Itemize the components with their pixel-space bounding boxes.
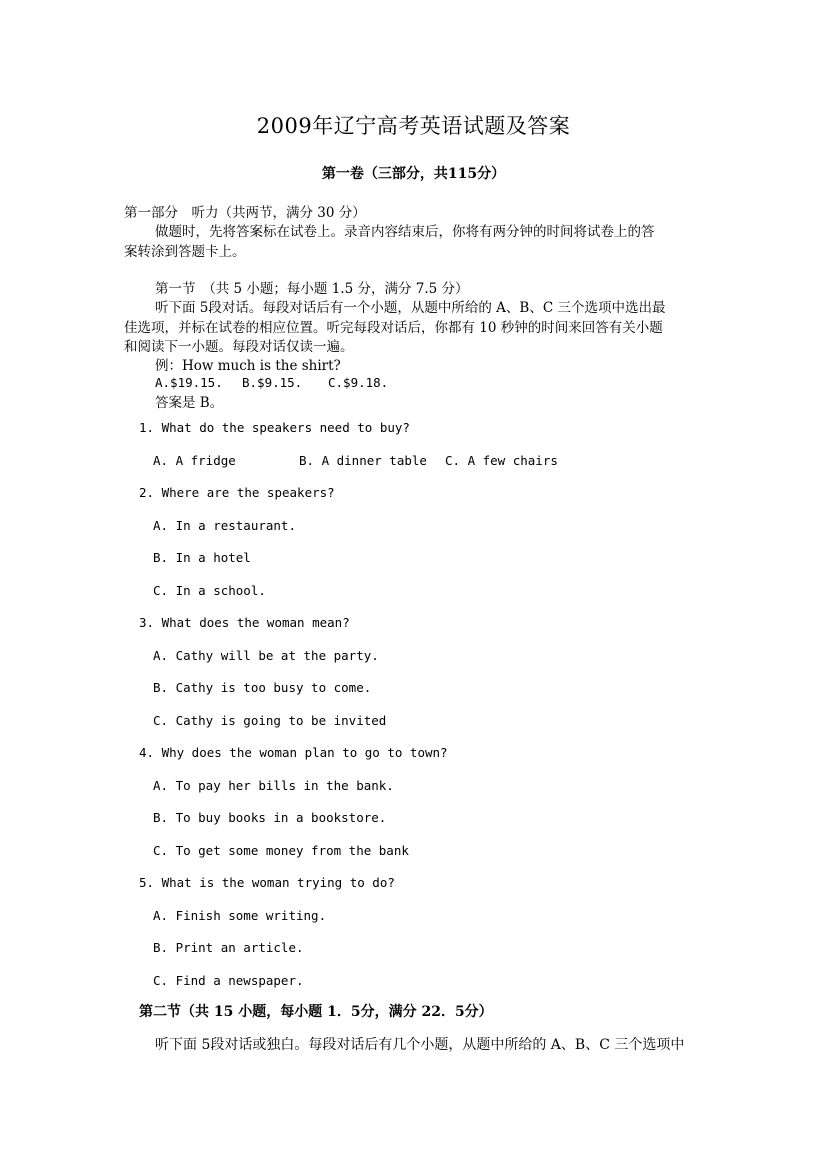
part1-heading: 第一部分 听力（共两节，满分 30 分）	[124, 205, 366, 221]
question-option: C. A few chairs	[445, 453, 558, 468]
example-question: 例：How much is the shirt?	[155, 358, 341, 374]
question-option: C. In a school.	[153, 583, 266, 598]
question-stem: 5. What is the woman trying to do?	[139, 875, 395, 890]
part1-intro-line: 做题时，先将答案标在试卷上。录音内容结束后，你将有两分钟的时间将试卷上的答	[155, 224, 655, 240]
question-option: C. To get some money from the bank	[153, 843, 409, 858]
question-option: B. A dinner table	[299, 453, 427, 468]
example-answer: 答案是 B。	[155, 395, 224, 411]
question-option: A. A fridge	[153, 453, 236, 468]
question-option: A. Finish some writing.	[153, 908, 327, 923]
question-option: C. Cathy is going to be invited	[153, 713, 387, 728]
question-stem: 3. What does the woman mean?	[139, 615, 350, 630]
example-option: C.$9.18.	[328, 375, 389, 390]
page-title: 2009年辽宁高考英语试题及答案	[256, 114, 571, 138]
question-option: B. In a hotel	[153, 550, 251, 565]
section1-heading: 第一节 （共 5 小题；每小题 1.5 分，满分 7.5 分）	[155, 281, 469, 297]
question-stem: 2. Where are the speakers?	[139, 485, 335, 500]
section2-heading: 第二节（共 15 小题，每小题 1．5分，满分 22．5分）	[139, 1004, 493, 1020]
section1-instruction-line: 听下面 5段对话。每段对话后有一个小题，从题中所给的 A、B、C 三个选项中选出最	[155, 300, 666, 316]
part1-intro-line: 案转涂到答题卡上。	[124, 244, 246, 260]
example-option: B.$9.15.	[242, 375, 303, 390]
question-option: B. To buy books in a bookstore.	[153, 810, 387, 825]
section1-instruction-line: 佳选项，并标在试卷的相应位置。听完每段对话后，你都有 10 秒钟的时间来回答有关小题	[124, 320, 663, 336]
question-option: B. Cathy is too busy to come.	[153, 680, 372, 695]
section1-instruction-line: 和阅读下一小题。每段对话仅读一遍。	[124, 339, 354, 355]
question-option: C. Find a newspaper.	[153, 973, 304, 988]
question-option: A. To pay her bills in the bank.	[153, 778, 394, 793]
volume-subtitle: 第一卷（三部分，共115分）	[321, 166, 506, 182]
question-option: B. Print an article.	[153, 940, 304, 955]
question-stem: 4. Why does the woman plan to go to town?	[139, 745, 448, 760]
section2-instruction: 听下面 5段对话或独白。每段对话后有几个小题，从题中所给的 A、B、C 三个选项中	[155, 1037, 685, 1053]
question-stem: 1. What do the speakers need to buy?	[139, 420, 410, 435]
example-option: A.$19.15.	[155, 375, 223, 390]
question-option: A. In a restaurant.	[153, 518, 296, 533]
question-option: A. Cathy will be at the party.	[153, 648, 379, 663]
